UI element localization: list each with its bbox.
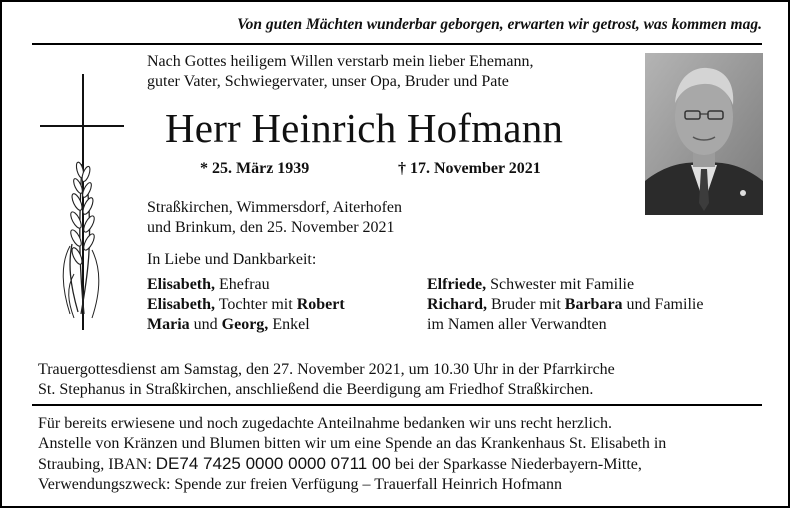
mourner-line bbox=[427, 295, 703, 315]
mourner-name: Elisabeth, bbox=[147, 296, 216, 313]
mourner-line bbox=[147, 275, 345, 295]
death-date: † 17. November 2021 bbox=[398, 160, 541, 177]
mourner-name: Elisabeth, bbox=[147, 276, 216, 293]
intro-line-1: Nach Gottes heiligem Willen verstarb mein lieber Ehemann, bbox=[147, 53, 534, 70]
birth-date: * 25. März 1939 bbox=[200, 160, 310, 177]
mourners-left bbox=[147, 275, 345, 335]
mourner-name: Richard, bbox=[427, 296, 487, 313]
bank-name: bei der Sparkasse Niederbayern-Mitte, bbox=[390, 456, 642, 473]
service-line-1: Trauergottesdienst am Samstag, den 27. November 2021, um 10.30 Uhr in der Pfarrkirche bbox=[38, 361, 615, 378]
gratitude-heading: In Liebe und Dankbarkeit: bbox=[147, 251, 317, 268]
cross-with-wheat-icon bbox=[40, 74, 124, 330]
funeral-service-info bbox=[38, 360, 615, 400]
mourner-name: Barbara bbox=[564, 296, 623, 313]
intro-line-2: guter Vater, Schwiegervater, unser Opa, Bruder und Pate bbox=[147, 73, 509, 90]
footer-line-1: Für bereits erwiesene und noch zugedachte Anteilnahme bedanken wir uns recht herzlich. bbox=[38, 415, 613, 432]
place-and-date bbox=[147, 198, 402, 238]
donation-note bbox=[38, 414, 666, 495]
deceased-name: Herr Heinrich Hofmann bbox=[165, 105, 564, 151]
service-line-2: St. Stephanus in Straßkirchen, anschließend die Beerdigung am Friedhof Straßkirchen. bbox=[38, 381, 594, 398]
mourner-relation: Ehefrau bbox=[215, 276, 270, 293]
mourner-line bbox=[147, 295, 345, 315]
iban-label: Straubing, IBAN: bbox=[38, 456, 156, 473]
footer-line-4: Verwendungszweck: Spende zur freien Verfügung – Trauerfall Heinrich Hofmann bbox=[38, 476, 562, 493]
mourner-relation: und Familie bbox=[622, 296, 704, 313]
mourner-name: Robert bbox=[296, 296, 345, 313]
iban-number: DE74 7425 0000 0000 0711 00 bbox=[155, 454, 391, 473]
portrait-photo bbox=[645, 53, 763, 215]
mourner-relation: Schwester mit Familie bbox=[486, 276, 635, 293]
footer-line-2: Anstelle von Kränzen und Blumen bitten wir um eine Spende an das Krankenhaus St. Elisabeth in bbox=[38, 435, 667, 452]
intro-text bbox=[147, 52, 534, 92]
footer-divider bbox=[32, 404, 762, 406]
mourner-relation: Bruder mit bbox=[487, 296, 565, 313]
footer-line-3 bbox=[38, 454, 666, 475]
mourner-line bbox=[427, 275, 703, 295]
place-line-2: und Brinkum, den 25. November 2021 bbox=[147, 219, 395, 236]
mourner-line: im Namen aller Verwandten bbox=[427, 316, 607, 333]
motto-quote: Von guten Mächten wunderbar geborgen, erwarten wir getrost, was kommen mag. bbox=[237, 16, 762, 33]
mourner-relation: Tochter mit bbox=[215, 296, 297, 313]
mourner-relation: und bbox=[189, 316, 222, 333]
mourner-name: Georg, bbox=[221, 316, 269, 333]
mourner-relation: Enkel bbox=[268, 316, 310, 333]
mourners-right bbox=[427, 275, 703, 335]
mourner-name: Maria bbox=[147, 316, 190, 333]
mourner-line bbox=[147, 315, 345, 335]
top-divider bbox=[32, 43, 762, 45]
mourner-name: Elfriede, bbox=[427, 276, 487, 293]
place-line-1: Straßkirchen, Wimmersdorf, Aiterhofen bbox=[147, 199, 402, 216]
